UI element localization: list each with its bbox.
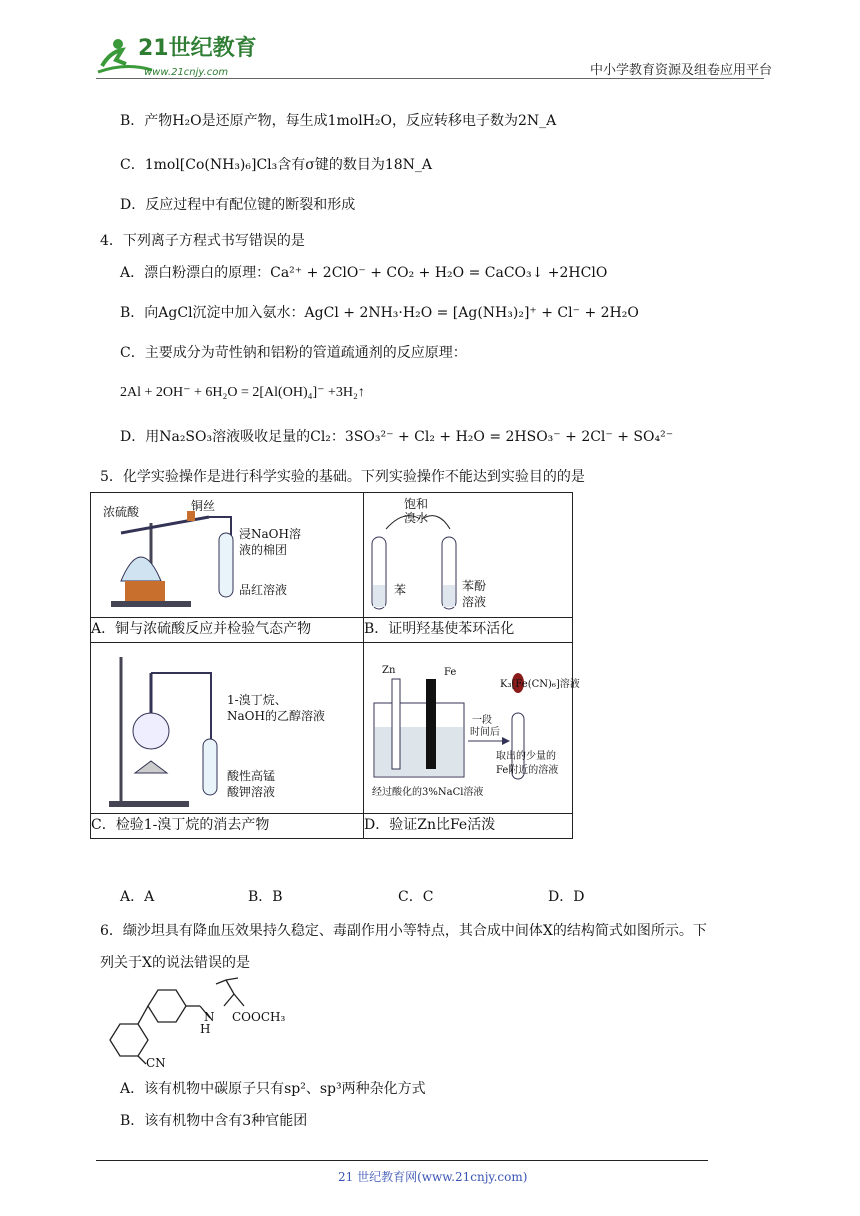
cell-c-figure [91,643,364,814]
label-benzene: 苯 [394,583,407,597]
label-after-2: 时间后 [470,727,500,738]
q5-option-c: C．C [398,889,434,905]
structure-h: H [200,1022,211,1036]
structure-n: N [204,1010,215,1024]
label-zn: Zn [382,665,396,676]
structure-ester: COOCH₃ [232,1010,286,1024]
footer-divider [96,1160,708,1161]
q3-option-c: C．1mol[Co(NH₃)₆]Cl₃含有σ键的数目为18N_A [120,157,433,173]
q4-option-d: D．用Na₂SO₃溶液吸收足量的Cl₂：3SO₃²⁻ + Cl₂ + H₂O = 2HSO₃⁻ + 2Cl⁻ + SO₄²⁻ [120,429,674,445]
label-naoh-1: 浸NaOH溶 [239,527,301,541]
label-bromobutane: 1-溴丁烷、 [227,693,287,707]
q3-option-d: D．反应过程中有配位键的断裂和形成 [120,197,356,213]
cell-d-figure [364,643,580,814]
q4-option-c: C．主要成分为苛性钠和铝粉的管道疏通剂的反应原理： [120,345,467,361]
label-magenta: 品红溶液 [239,583,288,597]
label-taken-1: 取出的少量的 [496,751,556,762]
label-naoh-2: 液的棉团 [239,543,288,557]
label-saturated: 饱和 [404,497,429,511]
label-copper-wire: 铜丝 [191,499,216,513]
label-ferricyanide: K₃[Fe(CN)₆]溶液 [500,679,580,690]
q6-stem-2: 列关于X的说法错误的是 [100,955,250,971]
experiment-table [90,492,580,839]
q6-stem-1: 6．缬沙坦具有降血压效果持久稳定、毒副作用小等特点，其合成中间体X的结构简式如图所示。下 [100,923,707,939]
label-solution: 溶液 [462,595,487,609]
logo-text: 21世纪教育 [138,36,257,61]
label-fe: Fe [444,667,457,678]
label-nacl: 经过酸化的3%NaCl溶液 [372,787,484,798]
label-bromine-water: 溴水 [404,511,429,525]
footer-text: 21 世纪教育网(www.21cnjy.com) [338,1170,528,1184]
q4-option-b: B．向AgCl沉淀中加入氨水：AgCl + 2NH₃·H₂O = [Ag(NH₃)₂]⁺ + Cl⁻ + 2H₂O [120,305,639,321]
label-taken-2: Fe附近的溶液 [496,765,559,776]
q5-stem: 5．化学实验操作是进行科学实验的基础。下列实验操作不能达到实验目的的是 [100,469,585,485]
label-kmno4-2: 酸钾溶液 [227,785,276,799]
structure-cn: CN [146,1056,166,1070]
compound-x-structure [96,976,296,1072]
q6-option-b: B．该有机物中含有3种官能团 [120,1113,308,1129]
q3-option-b: B．产物H₂O是还原产物，每生成1molH₂O，反应转移电子数为2N_A [120,113,557,129]
header-platform-text: 中小学教育资源及组卷应用平台 [590,63,773,78]
caption-b: B．证明羟基使苯环活化 [364,618,573,643]
label-phenol: 苯酚 [462,579,487,593]
label-after-1: 一段 [472,715,492,726]
q5-option-a: A．A [120,889,155,905]
caption-d: D．验证Zn比Fe活泼 [364,814,573,839]
q4-option-c-equation: 2Al + 2OH⁻ + 6H₂O = 2[Al(OH)₄]⁻ +3H₂↑ [120,385,365,400]
label-naoh-ethanol: NaOH的乙醇溶液 [227,709,325,723]
q4-stem: 4．下列离子方程式书写错误的是 [100,233,305,249]
q5-option-b: B．B [248,889,283,905]
caption-c: C．检验1-溴丁烷的消去产物 [91,814,364,839]
caption-a: A．铜与浓硫酸反应并检验气态产物 [91,618,364,643]
header-divider [96,78,764,79]
logo-url: www.21cnjy.com [144,67,229,78]
label-kmno4-1: 酸性高锰 [227,769,276,783]
cell-a-figure [91,493,364,618]
q6-option-a: A．该有机物中碳原子只有sp²、sp³两种杂化方式 [120,1081,426,1097]
cell-b-figure [364,493,573,618]
label-conc-sulfuric: 浓硫酸 [103,505,140,519]
q4-option-a: A．漂白粉漂白的原理：Ca²⁺ + 2ClO⁻ + CO₂ + H₂O = CaCO₃↓ +2HClO [120,265,608,281]
q5-option-d: D．D [548,889,585,905]
